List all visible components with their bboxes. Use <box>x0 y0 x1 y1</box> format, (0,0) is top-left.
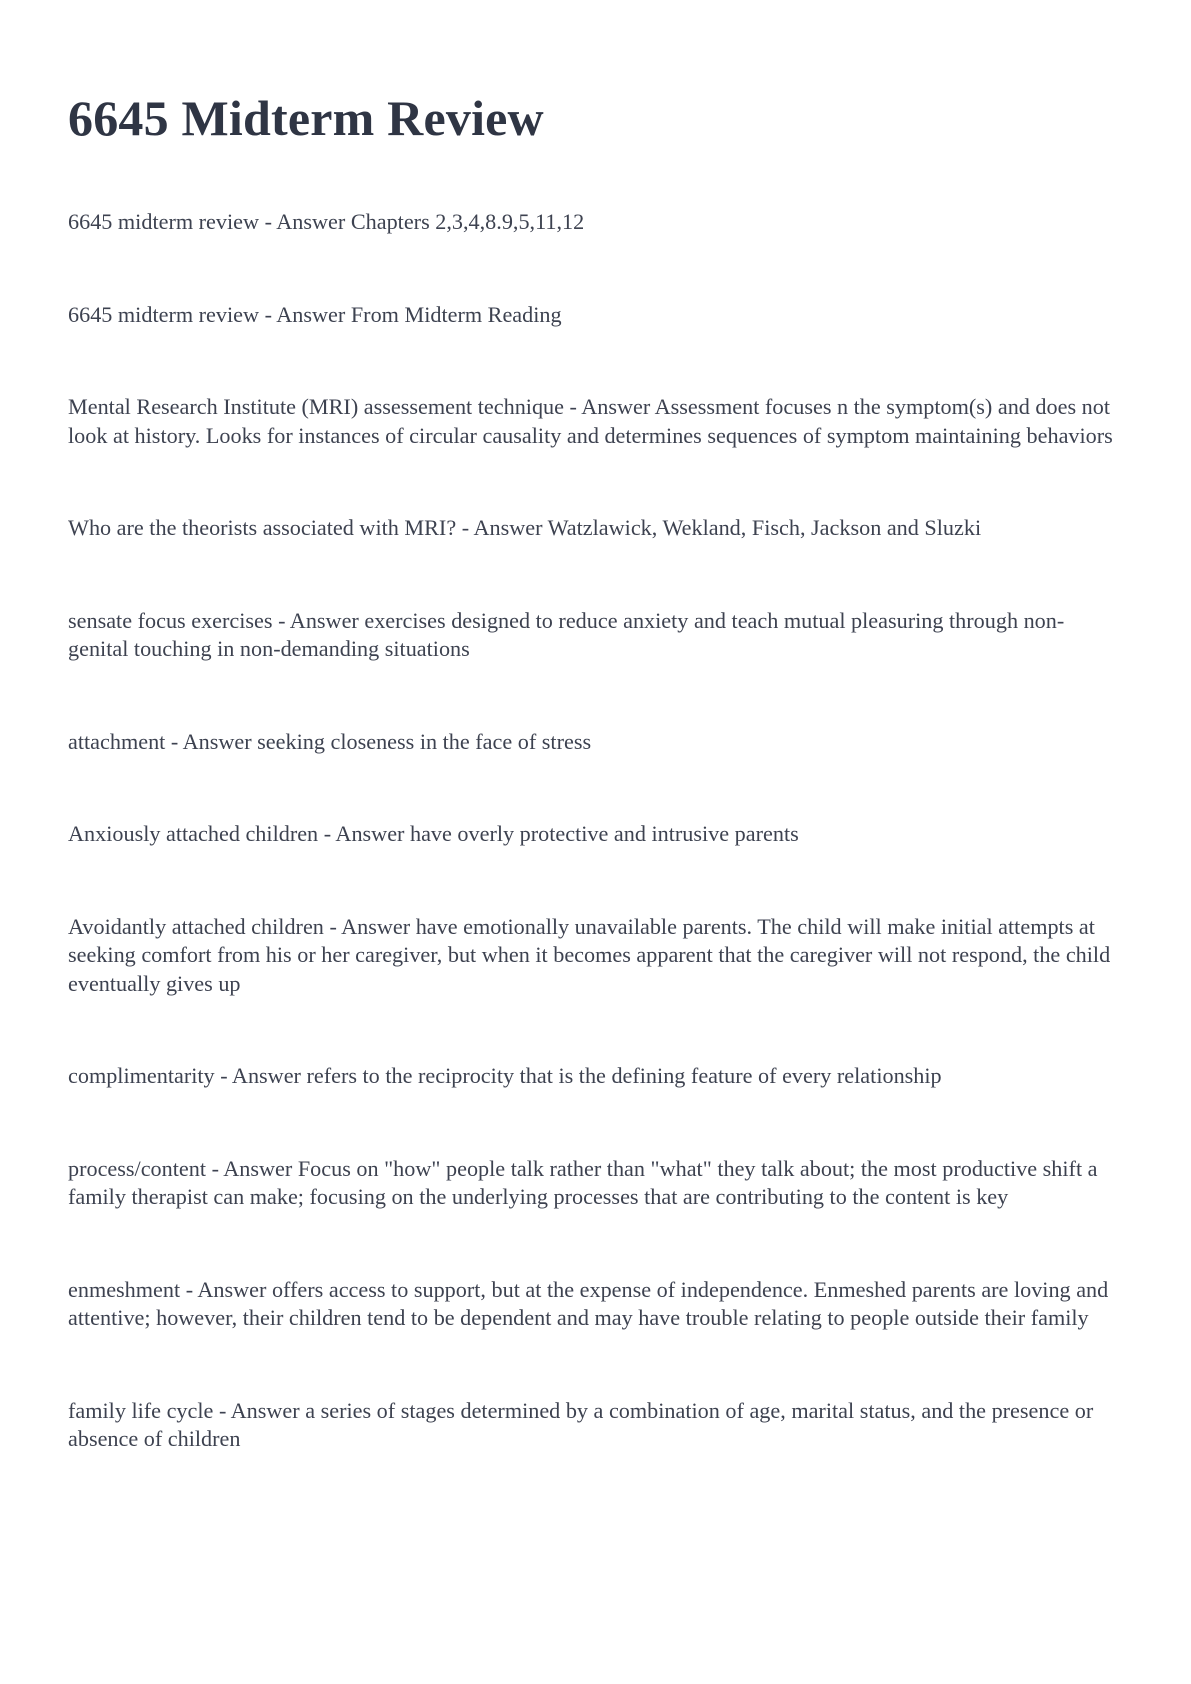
entry-separator: - <box>213 1397 231 1423</box>
entry-term: attachment <box>68 728 166 754</box>
entry-term: process/content <box>68 1155 207 1181</box>
entry-list <box>68 208 1123 1454</box>
entry-answer: Answer Assessment focuses n the symptom(s) and does not look at history. Looks for instances of circular causality and determines sequences of symptom maintaining behaviors <box>68 394 1113 448</box>
entry-answer: Answer have overly protective and intrusive parents <box>335 821 799 846</box>
page-title: 6645 Midterm Review <box>68 90 544 146</box>
entry-separator: - <box>214 1063 232 1088</box>
entry-term: enmeshment <box>68 1276 181 1302</box>
entry-separator: - <box>259 209 277 234</box>
entry-answer: Answer Chapters 2,3,4,8.9,5,11,12 <box>276 209 585 234</box>
entry-separator: - <box>318 821 336 846</box>
entry-term: family life cycle <box>68 1397 214 1423</box>
list-item <box>68 913 1123 999</box>
list-item <box>68 1397 1123 1454</box>
entry-term: complimentarity <box>68 1063 215 1088</box>
entry-separator: - <box>323 913 342 939</box>
list-item <box>68 301 1123 330</box>
entry-term: sensate focus exercises <box>68 607 273 633</box>
entry-term: Avoidantly attached children <box>68 913 324 939</box>
entry-answer: Answer have emotionally unavailable parents. The child will make initial attempts at seeking comfort from his or her caregiver, but when it becomes apparent that the caregiver will not respond, the child eventually gives up <box>68 913 1111 996</box>
entry-term: Anxiously attached children <box>68 821 319 846</box>
entry-answer: Answer seeking closeness in the face of stress <box>182 728 592 754</box>
list-item <box>68 1155 1123 1212</box>
entry-term: Mental Research Institute (MRI) assessement technique <box>68 394 564 419</box>
list-item <box>68 514 1123 543</box>
entry-term: Who are the theorists associated with MRI? <box>68 515 457 540</box>
entry-term: 6645 midterm review <box>68 301 260 327</box>
list-item <box>68 1062 1123 1091</box>
entry-answer: Answer a series of stages determined by a combination of age, marital status, and the presence or absence of children <box>68 1397 1094 1451</box>
entry-separator: - <box>206 1155 224 1181</box>
list-item <box>68 607 1123 664</box>
list-item <box>68 208 1123 237</box>
list-item <box>68 1276 1123 1333</box>
entry-separator: - <box>259 301 277 327</box>
entry-answer: Answer Watzlawick, Wekland, Fisch, Jackson and Sluzki <box>473 515 982 540</box>
entry-separator: - <box>456 515 474 540</box>
entry-answer: Answer offers access to support, but at the expense of independence. Enmeshed parents are loving and attentive; however, their children tend to be dependent and may have trouble relating to people outside their family <box>68 1276 1109 1330</box>
entry-separator: - <box>165 728 183 754</box>
entry-term: 6645 midterm review <box>68 209 260 234</box>
entry-answer: Answer refers to the reciprocity that is the defining feature of every relationship <box>231 1063 942 1088</box>
entry-answer: Answer Focus on "how" people talk rather than "what" they talk about; the most productive shift a family therapist can make; focusing on the underlying processes that are contributing to the content is key <box>68 1155 1098 1209</box>
entry-answer: Answer exercises designed to reduce anxiety and teach mutual pleasuring through non-genital touching in non-demanding situations <box>68 607 1065 661</box>
list-item <box>68 728 1123 757</box>
entry-separator: - <box>564 394 582 419</box>
list-item <box>68 820 1123 849</box>
entry-separator: - <box>272 607 290 633</box>
entry-separator: - <box>180 1276 198 1302</box>
list-item <box>68 393 1123 450</box>
entry-answer: Answer From Midterm Reading <box>276 301 562 327</box>
